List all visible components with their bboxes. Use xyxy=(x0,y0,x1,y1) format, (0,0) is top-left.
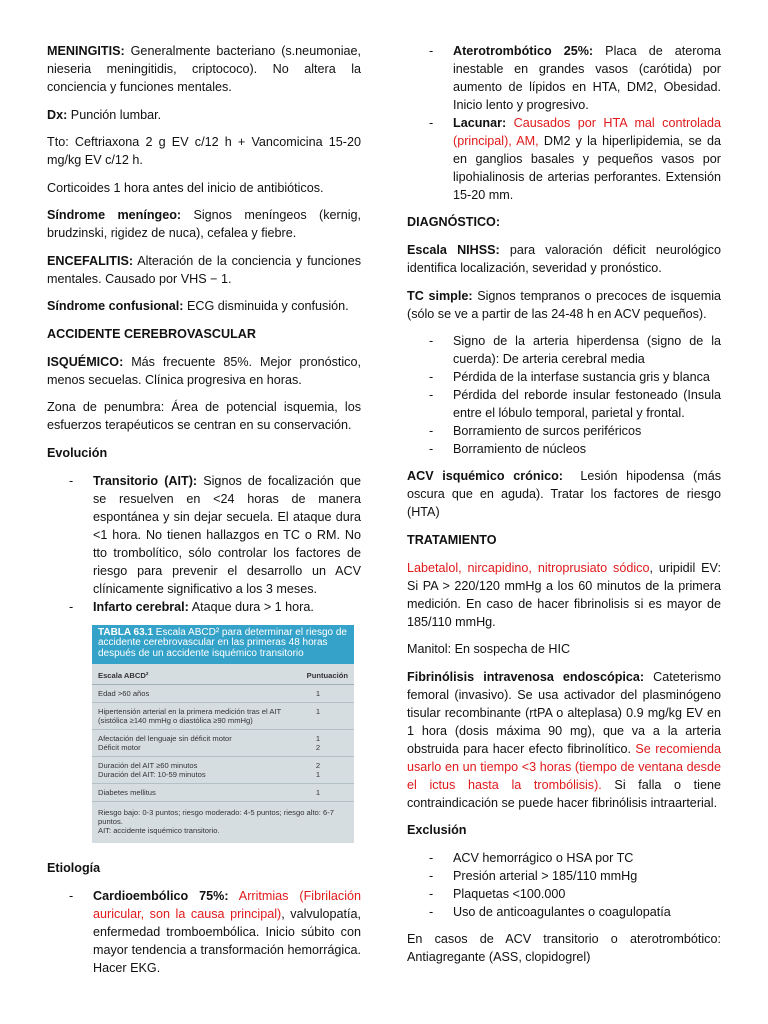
item-text: Signos de focalización que se resuelven en <24 horas de manera espontánea y sin dejar secuela. El ataque dura <1 hora. No tienen hallazgos en TC o RM. No tto trombolítico, sólo controlar los factores de riesgo para prevenir el desarrollo un ACV clínicamente significativo a los 3 meses. xyxy=(93,473,361,596)
row-label: Afectación del lenguaje sin déficit motor Déficit motor xyxy=(98,734,232,752)
encefalitis-label: ENCEFALITIS: xyxy=(47,253,134,268)
list-item: - Borramiento de surcos periféricos xyxy=(407,422,721,440)
tratamiento-paragraph xyxy=(407,559,721,631)
column-header-score: Puntuación xyxy=(306,671,348,680)
tto-paragraph: Tto: Ceftriaxona 2 g EV c/12 h + Vancomicina 15-20 mg/kg EV c/12 h. xyxy=(47,135,361,167)
etiologia-list-continued xyxy=(407,42,721,204)
item-text: , valvulopatía, enfermedad tromboembólica. Inicio súbito con mayor tendencia a transformación hemorrágica. Hacer EKG. xyxy=(93,907,362,975)
list-item xyxy=(47,887,361,977)
exclusion-heading: Exclusión xyxy=(407,823,467,837)
row-label: Diabetes mellitus xyxy=(98,788,156,797)
row-score: 1 xyxy=(315,707,321,716)
table-number: TABLA 63.1 xyxy=(98,626,154,638)
list-item xyxy=(47,598,361,616)
nihss-label: Escala NIHSS: xyxy=(407,243,500,257)
list-item: - Uso de anticoagulantes o coagulopatía xyxy=(407,903,721,921)
item-label: Cardioembólico 75%: xyxy=(93,889,229,903)
list-item: - Signo de la arteria hiperdensa (signo de la cuerda): De arteria cerebral media xyxy=(407,332,721,368)
tratamiento-drugs: Labetalol, nircapidino, nitroprusiato sódico xyxy=(407,560,650,575)
isquemico-text: Más frecuente 85%. Mejor pronóstico, menos secuelas. Clínica progresiva en horas. xyxy=(47,354,361,387)
encefalitis-text: Alteración de la conciencia y funciones mentales. Causado por VHS − 1. xyxy=(47,253,361,286)
nihss-paragraph xyxy=(407,241,721,277)
fibrinolisis-highlight: Se recomienda usarlo en un tiempo <3 horas (tiempo de ventana desde el ictus hasta la trombólisis). xyxy=(407,741,721,792)
tratamiento-text: , uripidil EV: Si PA > 220/120 mmHg a los 60 minutos de la primera medición. En caso de hacer fibrinolisis si es mayor de 185/110 mmHg. xyxy=(407,560,721,629)
antiagregante-paragraph: En casos de ACV transitorio o aterotrombótico: Antiagregante (ASS, clopidogrel) xyxy=(407,932,721,964)
sindrome-confusional-text: ECG disminuida y confusión. xyxy=(183,299,349,313)
list-item: - Pérdida del reborde insular festoneado (Insula entre el lóbulo temporal, parietal y frontal. xyxy=(407,386,721,422)
item-label: Infarto cerebral: xyxy=(93,599,189,614)
item-text: Ataque dura > 1 hora. xyxy=(188,599,314,614)
sindrome-meningeo-text: Signos meníngeos (kernig, brudzinski, rigidez de nuca), cefalea y fiebre. xyxy=(47,208,361,240)
list-item xyxy=(407,42,721,114)
item-text: DM2 y la hiperlipidemia, se da en ganglios basales y pequeños vasos por lipohialinosis de arterias perforantes. Extensión 15-20 mm. xyxy=(453,134,721,202)
row-score: 1 xyxy=(315,689,321,698)
table-header-row xyxy=(92,664,354,685)
sindrome-confusional-paragraph xyxy=(47,297,361,315)
list-item xyxy=(47,472,361,598)
tratamiento-heading: TRATAMIENTO xyxy=(407,532,497,547)
meningitis-text: Generalmente bacteriano (s.neumoniae, nieseria meningitidis, criptococo). No altera la conciencia y funciones mentales. xyxy=(47,44,361,94)
abcd2-table xyxy=(92,625,354,844)
cronico-label: ACV isquémico crónico: xyxy=(407,469,563,483)
table-title-text: Escala ABCD² para determinar el riesgo de accidente cerebrovascular en las primeras 48 horas después de un accidente isquémico transitorio xyxy=(98,626,347,659)
row-score: 1 xyxy=(315,788,321,797)
tc-label: TC simple: xyxy=(407,288,473,303)
cronico-text: Lesión hipodensa (más oscura que en aguda). Tratar los factores de riesgo (HTA) xyxy=(407,469,725,519)
encefalitis-paragraph xyxy=(47,252,361,288)
row-label: Edad >60 años xyxy=(98,689,150,698)
table-row xyxy=(92,703,354,730)
item-highlight: Arritmias (Fibrilación auricular, son la causa principal) xyxy=(93,889,361,921)
list-item: - Pérdida de la interfase sustancia gris y blanca xyxy=(407,368,721,386)
column-header-scale: Escala ABCD² xyxy=(98,671,149,680)
etiologia-list xyxy=(47,887,361,977)
evolucion-heading: Evolución xyxy=(47,445,108,460)
item-text: Placa de ateroma inestable en grandes vasos (carótida) por aumento de lípidos en HTA, DM2, Obesidad. Inicio lento y progresivo. xyxy=(453,44,721,112)
cronico-paragraph xyxy=(407,467,725,521)
nihss-text: para valoración déficit neurológico identifica localización, severidad y pronóstico. xyxy=(407,243,721,275)
list-item: - Borramiento de núcleos xyxy=(407,440,721,458)
item-highlight: Causados por HTA mal controlada (principal), AM, xyxy=(453,116,721,148)
list-item: - Plaquetas <100.000 xyxy=(407,885,721,903)
evolucion-list xyxy=(47,472,361,616)
table-footnote: Riesgo bajo: 0-3 puntos; riesgo moderado: 4-5 puntos; riesgo alto: 6-7 puntos. AIT: accidente isquémico transitorio. xyxy=(98,808,334,835)
row-label: Duración del AIT ≥60 minutos Duración del AIT: 10-59 minutos xyxy=(98,761,206,779)
dx-paragraph xyxy=(47,106,361,124)
sindrome-meningeo-paragraph xyxy=(47,206,361,242)
dx-text: Punción lumbar. xyxy=(67,107,162,122)
table-row xyxy=(92,730,354,757)
list-item: - ACV hemorrágico o HSA por TC xyxy=(407,849,721,867)
row-label: Hipertensión arterial en la primera medición tras el AIT (sistólica ≥140 mmHg o diastólica ≥90 mmHg) xyxy=(98,707,282,725)
sindrome-confusional-label: Síndrome confusional: xyxy=(47,299,184,313)
table-row xyxy=(92,757,354,784)
meningitis-label: MENINGITIS: xyxy=(47,44,125,58)
etiologia-heading: Etiología xyxy=(47,861,101,875)
isquemico-paragraph xyxy=(47,353,361,389)
item-label: Lacunar: xyxy=(453,116,507,130)
penumbra-paragraph: Zona de penumbra: Área de potencial isquemia, los esfuerzos terapéuticos se centran en su conservación. xyxy=(47,400,361,432)
row-score: 1 2 xyxy=(315,734,321,752)
tc-text: Signos tempranos o precoces de isquemia (sólo se ve a partir de las 24-48 h en ACV pequeños). xyxy=(407,288,721,321)
fibrinolisis-paragraph xyxy=(407,668,721,812)
left-column xyxy=(47,42,361,986)
manitol-paragraph: Manitol: En sospecha de HIC xyxy=(407,642,571,656)
list-item: - Presión arterial > 185/110 mmHg xyxy=(407,867,721,885)
meningitis-paragraph xyxy=(47,42,361,96)
tc-paragraph xyxy=(407,287,721,323)
table-title xyxy=(92,625,354,665)
diagnostico-heading: DIAGNÓSTICO: xyxy=(407,215,501,229)
table-row xyxy=(92,685,354,703)
sindrome-meningeo-label: Síndrome meníngeo: xyxy=(47,208,182,222)
item-label: Transitorio (AIT): xyxy=(93,473,198,488)
table-row xyxy=(92,784,354,802)
row-score: 2 1 xyxy=(315,761,321,779)
exclusion-list xyxy=(407,849,721,921)
fibrinolisis-text: Cateterismo femoral (invasivo). Se usa activador del plasminógeno tisular recombinante (rtPA o alteplasa) 0.9 mg/kg EV en 1 hora (dosis máxima 90 mg), que va a la arteria obstruida para hacer efecto fibrinolítico. xyxy=(407,669,722,756)
item-label: Aterotrombótico 25%: xyxy=(453,44,594,58)
acv-heading: ACCIDENTE CEREBROVASCULAR xyxy=(47,326,256,341)
fibrinolisis-label: Fibrinólisis intravenosa endoscópica: xyxy=(407,669,645,684)
tc-signs-list xyxy=(407,332,721,458)
right-column xyxy=(407,42,725,976)
corticoides-paragraph: Corticoides 1 hora antes del inicio de antibióticos. xyxy=(47,180,324,195)
list-item xyxy=(407,114,721,204)
isquemico-label: ISQUÉMICO: xyxy=(47,354,124,369)
fibrinolisis-text-2: Si falla o tiene contraindicación se puede hacer fibrinólisis intraarterial. xyxy=(407,777,721,810)
dx-label: Dx: xyxy=(47,107,68,122)
